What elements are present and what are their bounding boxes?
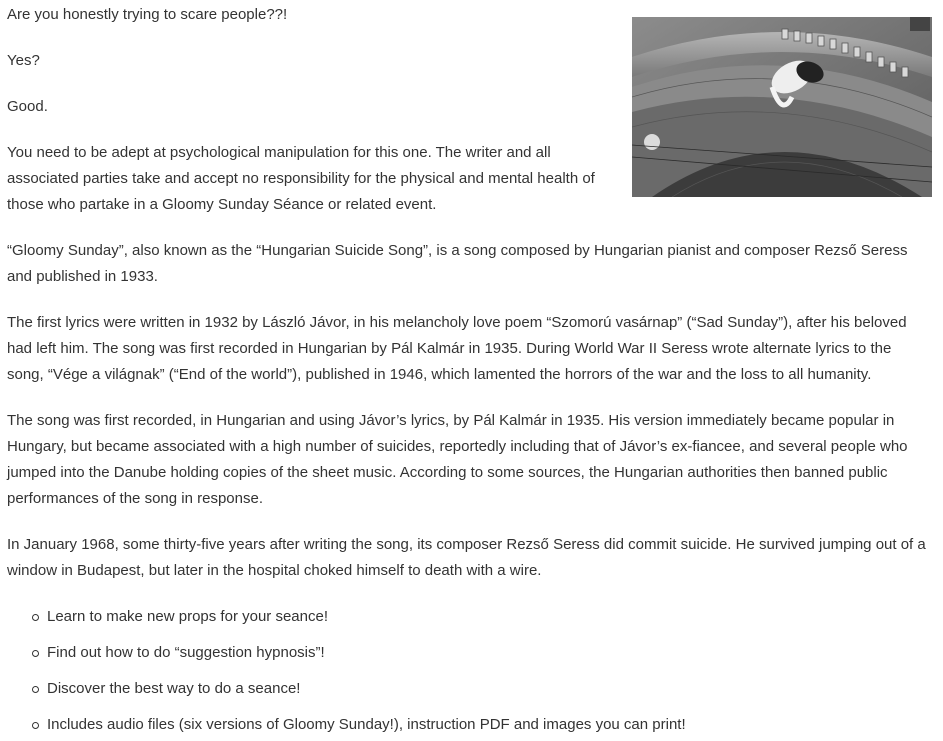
paragraph-composer-death: In January 1968, some thirty-five years after writing the song, its composer Rezső Seress did commit suicide. He survived jumping out of a window in Budapest, but later in the hospital choked himself to death with a wire. bbox=[7, 536, 926, 579]
paragraph-intro-question: Are you honestly trying to scare people??! bbox=[7, 6, 288, 23]
feature-text: Discover the best way to do a seance! bbox=[47, 680, 301, 697]
circle-bullet-icon bbox=[32, 614, 39, 621]
bridge-photo-graphic bbox=[632, 17, 932, 197]
paragraph-recording-history: The song was first recorded, in Hungarian and using Jávor’s lyrics, by Pál Kalmár in 1935. His version immediately became popular in Hungary, but became associated with a high number of suicides, reportedly including that of Jávor’s ex-fiancee, and several people who jumped into the Danube holding copies of the sheet music. According to some sources, the Hungarian authorities then banned public performances of the song in response. bbox=[7, 412, 908, 507]
paragraph-disclaimer: You need to be adept at psychological manipulation for this one. The writer and all associated parties take and accept no responsibility for the physical and mental health of those who partake in a Gloomy Sunday Séance or related event. bbox=[7, 144, 595, 213]
paragraph-yes: Yes? bbox=[7, 52, 40, 69]
list-item bbox=[21, 640, 932, 666]
circle-bullet-icon bbox=[32, 722, 39, 729]
paragraph-song-intro: “Gloomy Sunday”, also known as the “Hungarian Suicide Song”, is a song composed by Hungarian pianist and composer Rezső Seress and published in 1933. bbox=[7, 242, 908, 285]
feature-text: Learn to make new props for your seance! bbox=[47, 608, 328, 625]
circle-bullet-icon bbox=[32, 686, 39, 693]
article-body bbox=[7, 2, 932, 741]
bridge-jump-photo bbox=[632, 17, 932, 197]
feature-text: Includes audio files (six versions of Gloomy Sunday!), instruction PDF and images you can print! bbox=[47, 716, 686, 733]
list-item bbox=[21, 604, 932, 630]
paragraph-lyrics-history: The first lyrics were written in 1932 by László Jávor, in his melancholy love poem “Szomorú vasárnap” (“Sad Sunday”), after his beloved had left him. The song was first recorded in Hungarian by Pál Kalmár in 1935. During World War II Seress wrote alternate lyrics to the song, “Vége a világnak” (“End of the world”), published in 1946, which lamented the horrors of the war and the loss to all humanity. bbox=[7, 314, 907, 383]
feature-text: Find out how to do “suggestion hypnosis”! bbox=[47, 644, 325, 661]
circle-bullet-icon bbox=[32, 650, 39, 657]
paragraph-good: Good. bbox=[7, 98, 48, 115]
list-item bbox=[21, 676, 932, 702]
list-item bbox=[21, 712, 932, 738]
feature-list bbox=[21, 604, 932, 738]
